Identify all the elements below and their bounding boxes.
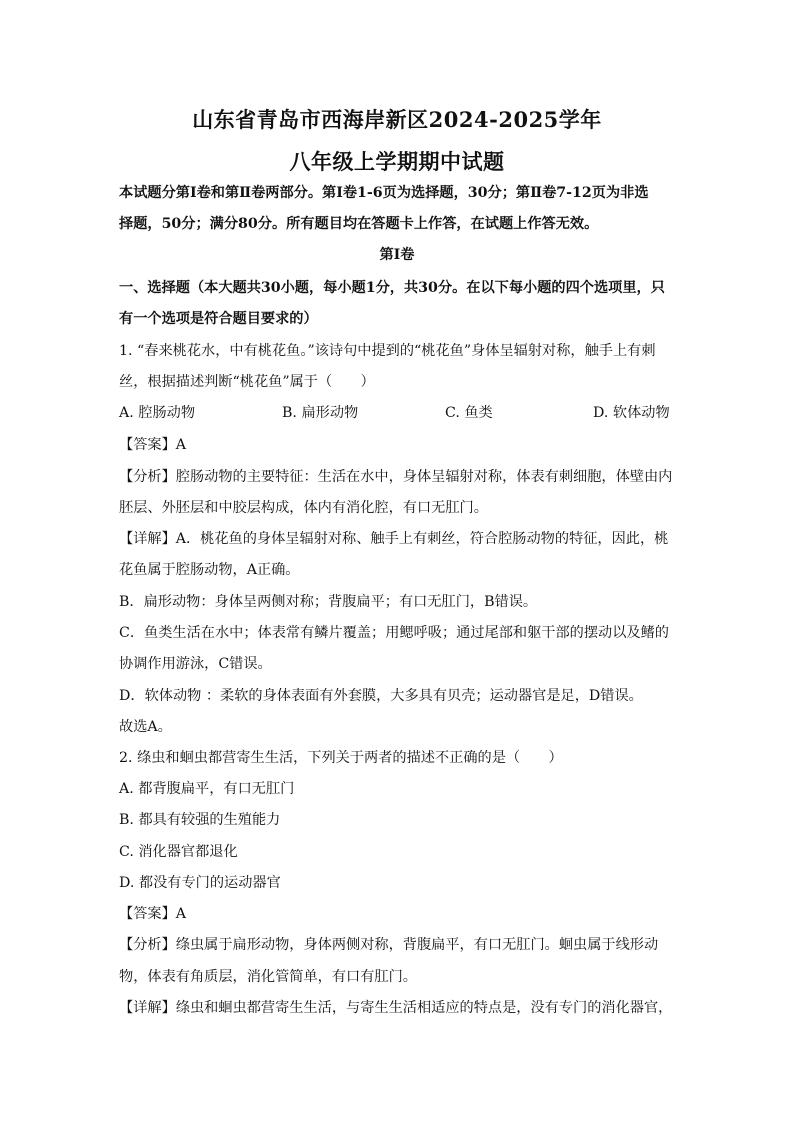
question-stem: 丝，根据描述判断“桃花鱼”属于（ ） xyxy=(119,374,375,390)
option-d: D. 软体动物 xyxy=(593,405,670,421)
detail-line: B．扁形动物：身体呈两侧对称；背腹扁平；有口无肛门，B错误。 xyxy=(119,594,538,610)
detail-line: 花鱼属于腔肠动物，A正确。 xyxy=(119,562,300,578)
option-b: B. 扁形动物 xyxy=(282,405,359,421)
detail-line: 【详解】A．桃花鱼的身体呈辐射对称、触手上有刺丝，符合腔肠动物的特征，因此，桃 xyxy=(119,531,669,547)
option-c: C. 鱼类 xyxy=(445,405,493,421)
question-stem: 2. 绦虫和蛔虫都营寄生生活，下列关于两者的描述不正确的是（ ） xyxy=(119,750,563,766)
section-title: 第Ⅰ卷 xyxy=(379,247,415,263)
answer-line: 【答案】A xyxy=(119,437,186,453)
detail-line: C．鱼类生活在水中；体表常有鳞片覆盖；用鳃呼吸；通过尾部和躯干部的摆动以及鳍的 xyxy=(119,625,669,641)
answer-line: 【答案】A xyxy=(119,906,186,922)
part-heading: 一、选择题（本大题共30小题，每小题1分，共30分。在以下每小题的四个选项里，只 xyxy=(119,280,665,296)
conclusion-line: 故选A。 xyxy=(119,719,172,735)
option-a: A. 都背腹扁平，有口无肛门 xyxy=(119,781,295,797)
detail-line: 【详解】绦虫和蛔虫都营寄生生活，与寄生生活相适应的特点是，没有专门的消化器官， xyxy=(119,1000,673,1016)
document-title: 山东省青岛市西海岸新区2024-2025学年 xyxy=(192,107,602,132)
detail-line: D．软体动物 ：柔软的身体表面有外套膜，大多具有贝壳；运动器官是足，D错误。 xyxy=(119,688,643,704)
question-stem: 1. “春来桃花水，中有桃花鱼。”该诗句中提到的“桃花鱼”身体呈辐射对称，触手上有刺 xyxy=(119,343,656,359)
option-d: D. 都没有专门的运动器官 xyxy=(119,875,281,891)
analysis-line: 胚层、外胚层和中胶层构成，体内有消化腔，有口无肛门。 xyxy=(119,500,488,516)
document-subtitle: 八年级上学期期中试题 xyxy=(289,149,505,174)
analysis-line: 【分析】腔肠动物的主要特征：生活在水中，身体呈辐射对称，体表有刺细胞，体壁由内 xyxy=(119,469,673,485)
analysis-line: 【分析】绦虫属于扁形动物，身体两侧对称，背腹扁平，有口无肛门。蛔虫属于线形动 xyxy=(119,937,659,953)
option-a: A. 腔肠动物 xyxy=(119,405,196,421)
part-heading: 有一个选项是符合题目要求的） xyxy=(119,311,318,327)
option-b: B. 都具有较强的生殖能力 xyxy=(119,812,281,828)
intro-text-line: 本试题分第Ⅰ卷和第Ⅱ卷两部分。第Ⅰ卷1-6页为选择题，30分；第Ⅱ卷7-12页为非选 xyxy=(119,185,649,201)
detail-line: 协调作用游泳，C错误。 xyxy=(119,656,272,672)
analysis-line: 物，体表有角质层，消化管简单，有口有肛门。 xyxy=(119,969,417,985)
intro-text-line: 择题，50分；满分80分。所有题目均在答题卡上作答，在试题上作答无效。 xyxy=(119,216,599,232)
option-c: C. 消化器官都退化 xyxy=(119,844,238,860)
